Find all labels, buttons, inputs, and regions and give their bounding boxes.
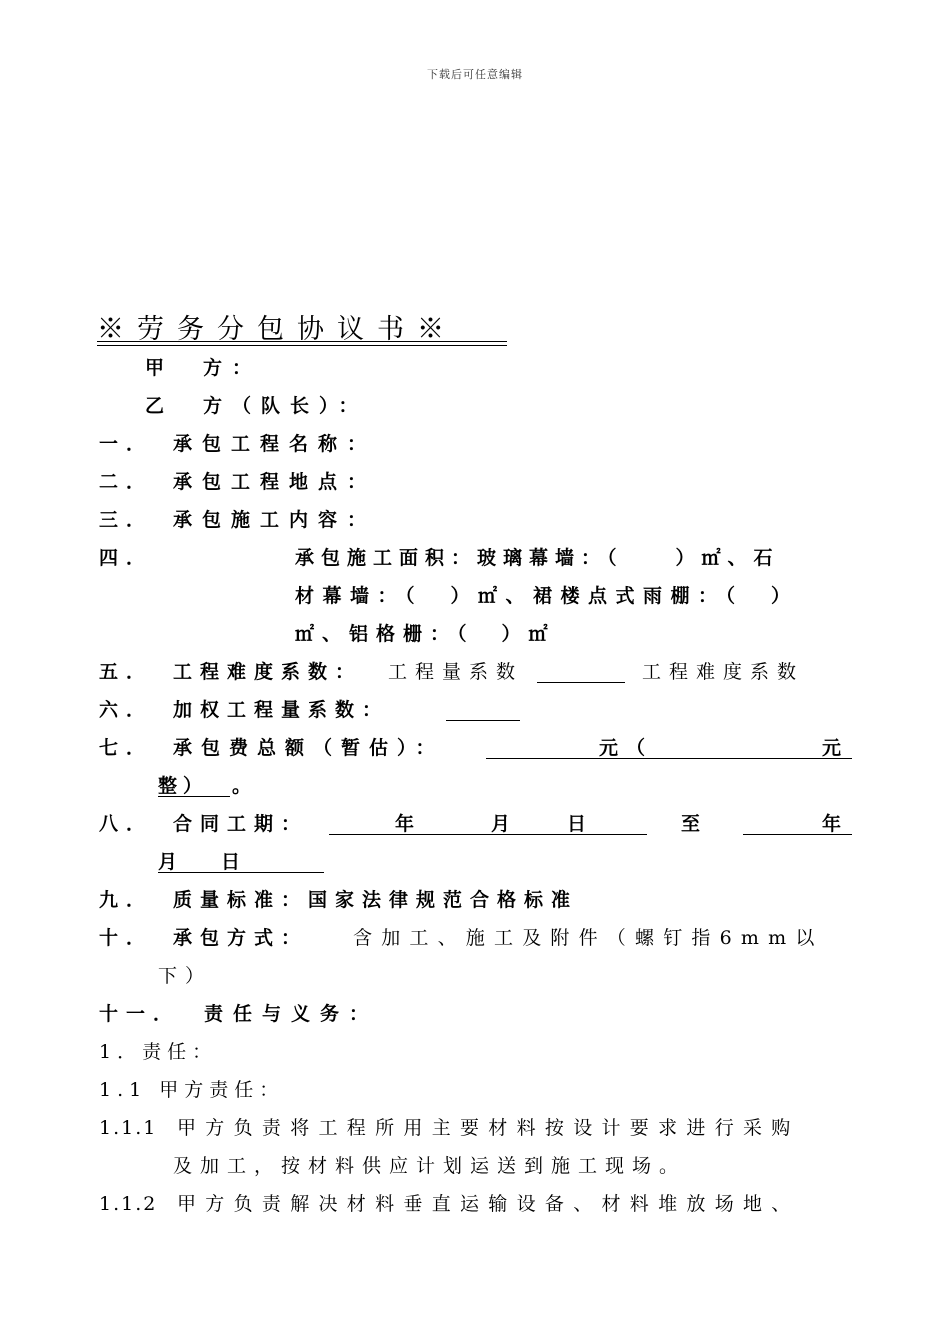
title-underline <box>97 341 507 342</box>
item-3-number: 三． <box>99 509 154 531</box>
item-1-number: 一． <box>99 433 154 455</box>
item-8-blank-1 <box>329 834 647 835</box>
item-3-text: 承包施工内容： <box>173 509 377 531</box>
item-5-label: 工程难度系数： <box>173 661 363 683</box>
item-7-yuan-1: 元（ <box>599 737 654 759</box>
title-underline-double <box>97 345 507 346</box>
clause-1-1-2-line-1: 甲方负责解决材料垂直运输设备、材料堆放场地、 <box>177 1193 800 1215</box>
item-8-month-2: 月 <box>158 851 178 873</box>
item-8-year-2: 年 <box>822 813 842 835</box>
item-5-part-1: 工程量系数 <box>388 661 524 683</box>
item-5-blank <box>537 682 625 683</box>
clause-1-1: 1.1 甲方责任： <box>99 1079 285 1101</box>
item-9-text: 质量标准：国家法律规范合格标准 <box>173 889 579 911</box>
party-b-label: 乙 方（队长）： <box>145 395 368 417</box>
item-11-number: 十一． <box>99 1003 181 1025</box>
item-4-line-2: 材幕墙：（ ）㎡、裙楼点式雨棚：（ ） <box>295 585 799 607</box>
item-10-line-2: 下） <box>158 965 213 987</box>
item-6-number: 六． <box>99 699 154 721</box>
item-7-blank-2 <box>158 796 230 797</box>
item-7-number: 七． <box>99 737 154 759</box>
page-header-note: 下载后可任意编辑 <box>427 68 523 81</box>
item-6-blank <box>446 720 520 721</box>
item-9-number: 九． <box>99 889 154 911</box>
item-10-number: 十． <box>99 927 154 949</box>
item-8-day-2: 日 <box>221 851 241 873</box>
item-8-to: 至 <box>681 813 701 835</box>
clause-1-1-1-line-1: 甲方负责将工程所用主要材料按设计要求进行采购 <box>177 1117 800 1139</box>
item-8-month: 月 <box>491 813 511 835</box>
item-7-blank <box>486 758 852 759</box>
party-a-label: 甲 方： <box>145 357 262 379</box>
item-8-day: 日 <box>567 813 587 835</box>
item-6-label: 加权工程量系数： <box>173 699 390 721</box>
item-7-end: 。 <box>232 775 252 797</box>
item-7-yuan-2: 元 <box>822 737 842 759</box>
item-5-part-2: 工程难度系数 <box>642 661 805 683</box>
item-8-label: 合同工期： <box>173 813 309 835</box>
item-7-label: 承包费总额（暂估）： <box>173 737 444 759</box>
item-4-line-1: 承包施工面积：玻璃幕墙：（ ）㎡、石 <box>295 547 780 569</box>
item-8-blank-3 <box>158 872 324 873</box>
item-4-number: 四． <box>99 547 154 569</box>
item-2-number: 二． <box>99 471 154 493</box>
item-7-line-2: 整） <box>158 775 209 797</box>
item-10-text: 含加工、施工及附件（螺钉指6mm以 <box>353 927 824 949</box>
document-title: ※劳务分包协议书※ <box>97 314 457 345</box>
item-2-text: 承包工程地点： <box>173 471 377 493</box>
clause-1-1-1-line-2: 及加工，按材料供应计划运送到施工现场。 <box>173 1155 687 1177</box>
clause-1-1-2-number: 1.1.2 <box>99 1193 158 1215</box>
item-10-label: 承包方式： <box>173 927 309 949</box>
item-8-number: 八． <box>99 813 154 835</box>
clause-1-1-1-number: 1.1.1 <box>99 1117 158 1139</box>
item-4-line-3: ㎡、铝格栅：（ ）㎡ <box>295 623 556 645</box>
item-1-text: 承包工程名称： <box>173 433 377 455</box>
item-11-text: 责任与义务： <box>204 1003 379 1025</box>
clause-1: 1．责任： <box>99 1041 218 1063</box>
item-5-number: 五． <box>99 661 154 683</box>
item-8-year: 年 <box>395 813 415 835</box>
